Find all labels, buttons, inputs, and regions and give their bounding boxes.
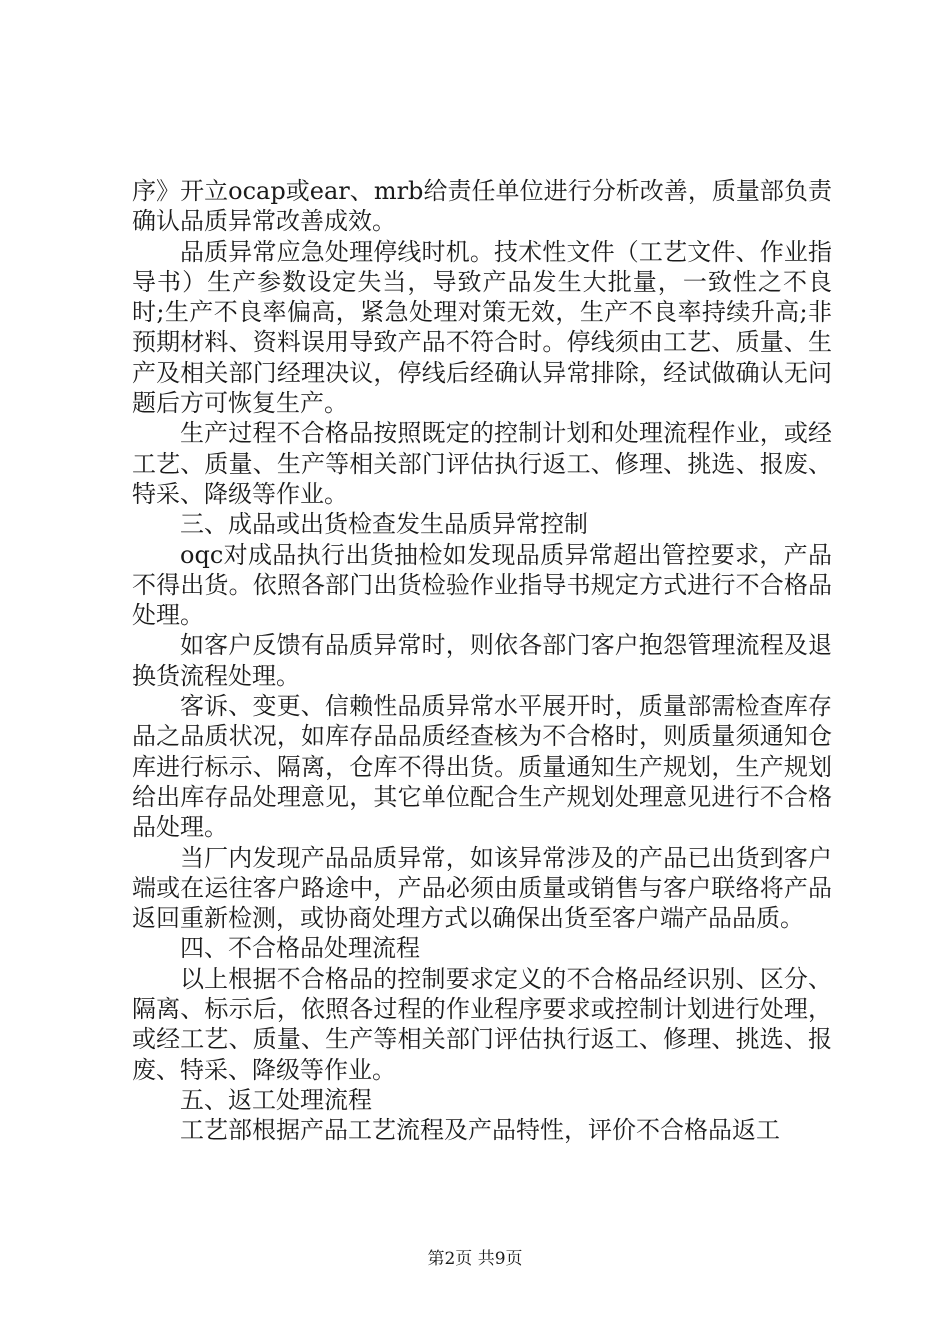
section-heading-5: 五、返工处理流程 bbox=[180, 1085, 372, 1114]
document-body bbox=[132, 176, 832, 1146]
paragraph-2: 品质异常应急处理停线时机。技术性文件（工艺文件、作业指导书）生产参数设定失当，导致产品发生大批量，一致性之不良时;生产不良率偏高，紧急处理对策无效，生产不良率持续升高;非预期材料、资料误用导致产品不符合时。停线须由工艺、质量、生产及相关部门经理决议，停线后经确认异常排除，经试做确认无问题后方可恢复生产。 bbox=[132, 237, 832, 418]
paragraph-12: 工艺部根据产品工艺流程及产品特性，评价不合格品返工 bbox=[180, 1116, 780, 1145]
paragraph-3: 生产过程不合格品按照既定的控制计划和处理流程作业，或经工艺、质量、生产等相关部门评估执行返工、修理、挑选、报废、特采、降级等作业。 bbox=[132, 419, 832, 508]
paragraph-5: oqc对成品执行出货抽检如发现品质异常超出管控要求，产品不得出货。依照各部门出货检验作业指导书规定方式进行不合格品处理。 bbox=[132, 540, 832, 630]
section-heading-3: 三、成品或出货检查发生品质异常控制 bbox=[180, 510, 588, 539]
paragraph-10: 以上根据不合格品的控制要求定义的不合格品经识别、区分、隔离、标示后，依照各过程的作业程序要求或控制计划进行处理，或经工艺、质量、生产等相关部门评估执行返工、修理、挑选、报废、特采、降级等作业。 bbox=[132, 964, 832, 1084]
section-heading-4: 四、不合格品处理流程 bbox=[180, 934, 420, 963]
paragraph-7: 客诉、变更、信赖性品质异常水平展开时，质量部需检查库存品之品质状况，如库存品品质经查核为不合格时，则质量须通知仓库进行标示、隔离，仓库不得出货。质量通知生产规划，生产规划给出库存品处理意见，其它单位配合生产规划处理意见进行不合格品处理。 bbox=[132, 692, 832, 842]
paragraph-8: 当厂内发现产品品质异常，如该异常涉及的产品已出货到客户端或在运往客户路途中，产品必须由质量或销售与客户联络将产品返回重新检测，或协商处理方式以确保出货至客户端产品品质。 bbox=[132, 843, 832, 933]
page-number-footer: 第2页 共9页 bbox=[427, 1249, 523, 1269]
paragraph-6: 如客户反馈有品质异常时，则依各部门客户抱怨管理流程及退换货流程处理。 bbox=[132, 631, 832, 690]
paragraph-1: 序》开立ocap或ear、mrb给责任单位进行分析改善，质量部负责确认品质异常改善成效。 bbox=[132, 177, 832, 236]
